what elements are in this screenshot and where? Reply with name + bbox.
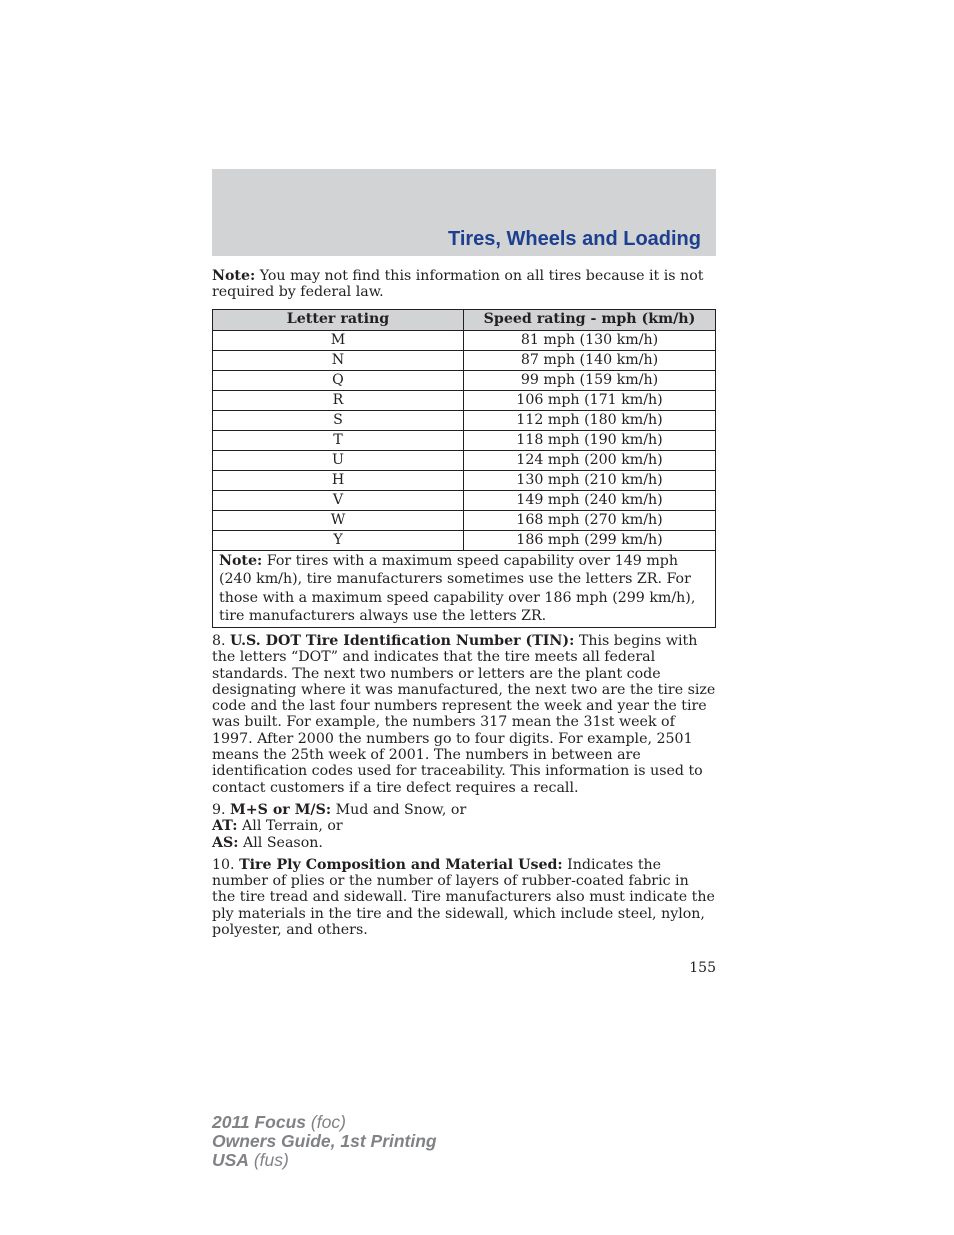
note-label: Note:	[212, 268, 256, 284]
footer-model-code: (foc)	[306, 1112, 346, 1132]
at-text: All Terrain, or	[237, 818, 343, 835]
at-label: AT:	[212, 818, 238, 835]
speed-cell: 124 mph (200 km/h)	[464, 450, 716, 470]
item-number: 8.	[212, 632, 231, 649]
column-header-speed-rating: Speed rating - mph (km/h)	[464, 309, 716, 330]
as-text: All Season.	[238, 834, 323, 851]
as-label: AS:	[212, 834, 239, 851]
speed-cell: 81 mph (130 km/h)	[464, 330, 716, 350]
letter-cell: H	[213, 470, 464, 490]
item-title: U.S. DOT Tire Identification Number (TIN):	[230, 632, 575, 649]
footer-line-model	[212, 1113, 437, 1132]
speed-cell: 168 mph (270 km/h)	[464, 510, 716, 530]
section-header-band	[212, 169, 716, 256]
table-row	[213, 430, 716, 450]
speed-cell: 112 mph (180 km/h)	[464, 410, 716, 430]
section-title: Tires, Wheels and Loading	[447, 228, 701, 250]
column-header-letter-rating: Letter rating	[213, 309, 464, 330]
letter-cell: S	[213, 410, 464, 430]
table-row	[213, 370, 716, 390]
speed-cell: 106 mph (171 km/h)	[464, 390, 716, 410]
item-10-paragraph	[212, 857, 716, 938]
letter-cell: T	[213, 430, 464, 450]
ms-text: Mud and Snow, or	[331, 801, 467, 818]
document-footer	[212, 1113, 437, 1170]
footer-market: USA	[212, 1150, 249, 1170]
table-row	[213, 490, 716, 510]
table-row	[213, 530, 716, 550]
table-row	[213, 410, 716, 430]
letter-cell: U	[213, 450, 464, 470]
note-text: You may not find this information on all tires because it is not required by federal law.	[212, 268, 704, 301]
table-note-text: For tires with a maximum speed capability over 149 mph (240 km/h), tire manufacturers sometimes use the letters ZR. For those with a maximum speed capability over 186 mph (299 km/h), tire manufacturers always use the letters ZR.	[219, 552, 696, 625]
letter-cell: R	[213, 390, 464, 410]
footer-line-guide	[212, 1132, 437, 1151]
footer-model: 2011 Focus	[212, 1112, 307, 1132]
speed-rating-table	[212, 309, 716, 628]
speed-cell: 186 mph (299 km/h)	[464, 530, 716, 550]
speed-cell: 87 mph (140 km/h)	[464, 350, 716, 370]
speed-cell: 118 mph (190 km/h)	[464, 430, 716, 450]
letter-cell: N	[213, 350, 464, 370]
letter-cell: M	[213, 330, 464, 350]
table-header-row	[213, 309, 716, 330]
table-note-row	[213, 550, 716, 627]
table-row	[213, 330, 716, 350]
speed-cell: 99 mph (159 km/h)	[464, 370, 716, 390]
item-text: This begins with the letters “DOT” and indicates that the tire meets all federal standards. The next two numbers or letters are the plant code designating where it was manufactured, the next two are the tire size code and the last four numbers represent the week and year the tire was built. For example, the numbers 317 mean the 31st week of 1997. After 2000 the numbers go to four digits. For example, 2501 means the 25th week of 2001. The numbers in between are identification codes used for traceability. This information is used to contact customers if a tire defect requires a recall.	[212, 632, 716, 796]
table-note	[213, 550, 716, 627]
item-9-paragraph	[212, 802, 716, 851]
table-row	[213, 470, 716, 490]
ms-label: M+S or M/S:	[230, 801, 332, 818]
table-row	[213, 510, 716, 530]
item-number: 10.	[212, 856, 240, 873]
page-number: 155	[689, 960, 716, 976]
footer-line-market	[212, 1151, 437, 1170]
letter-cell: Y	[213, 530, 464, 550]
item-text: Indicates the number of plies or the number of layers of rubber-coated fabric in the tire tread and sidewall. Tire manufacturers also must indicate the ply materials in the tire and the sidewall, which include steel, nylon, polyester, and others.	[212, 856, 715, 939]
footer-market-code: (fus)	[248, 1150, 289, 1170]
table-row	[213, 350, 716, 370]
item-title: Tire Ply Composition and Material Used:	[239, 856, 563, 873]
table-note-label: Note:	[219, 552, 263, 569]
letter-cell: Q	[213, 370, 464, 390]
note-paragraph	[212, 268, 716, 301]
speed-cell: 130 mph (210 km/h)	[464, 470, 716, 490]
page-content	[212, 268, 716, 944]
letter-cell: V	[213, 490, 464, 510]
table-row	[213, 390, 716, 410]
item-8-paragraph	[212, 633, 716, 796]
letter-cell: W	[213, 510, 464, 530]
speed-cell: 149 mph (240 km/h)	[464, 490, 716, 510]
table-row	[213, 450, 716, 470]
footer-guide: Owners Guide, 1st Printing	[212, 1131, 437, 1151]
item-number: 9.	[212, 801, 231, 818]
